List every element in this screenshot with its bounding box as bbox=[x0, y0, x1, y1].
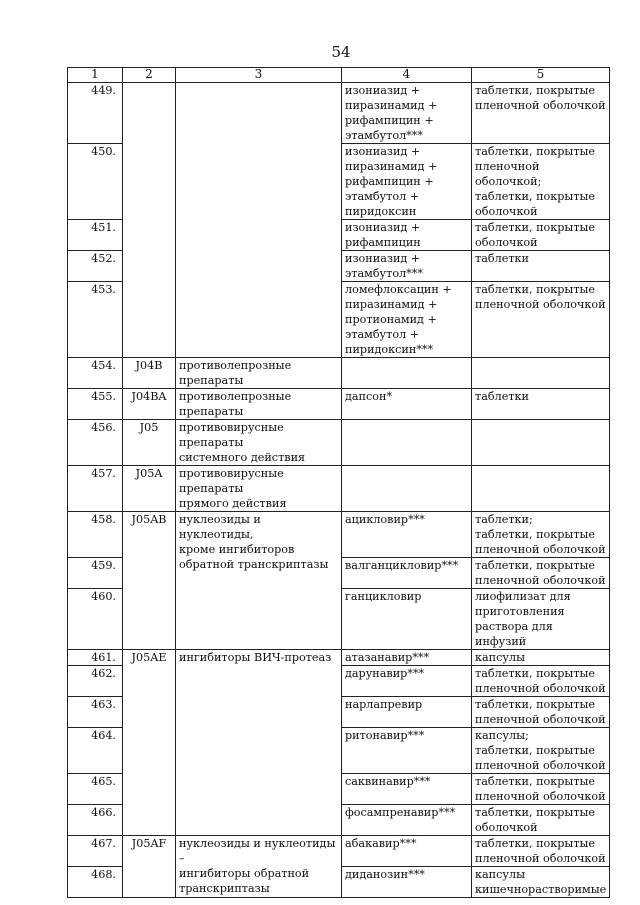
dosage-form: лиофилизат для приготовления раствора для инфузий bbox=[472, 589, 610, 650]
header-row bbox=[68, 68, 610, 83]
row-number: 464. bbox=[68, 728, 123, 774]
table-row bbox=[68, 83, 610, 144]
drug-name: фосампренавир*** bbox=[342, 805, 472, 836]
drug-name: абакавир*** bbox=[342, 836, 472, 867]
table-row bbox=[68, 650, 610, 666]
drug-name: нарлапревир bbox=[342, 697, 472, 728]
row-number: 462. bbox=[68, 666, 123, 697]
row-number: 455. bbox=[68, 389, 123, 420]
header-col-5: 5 bbox=[472, 68, 610, 83]
row-number: 460. bbox=[68, 589, 123, 650]
atc-code bbox=[123, 83, 176, 358]
drug-name: изониазид + этамбутол*** bbox=[342, 251, 472, 282]
dosage-form: таблетки, покрытые оболочкой bbox=[472, 220, 610, 251]
dosage-form: таблетки, покрытые пленочной оболочкой; таблетки, покрытые оболочкой bbox=[472, 144, 610, 220]
dosage-form: таблетки, покрытые оболочкой bbox=[472, 805, 610, 836]
drug-name: диданозин*** bbox=[342, 867, 472, 898]
dosage-form: капсулы; таблетки, покрытые пленочной оболочкой bbox=[472, 728, 610, 774]
drug-table bbox=[67, 67, 610, 898]
row-number: 454. bbox=[68, 358, 123, 389]
dosage-form: таблетки, покрытые пленочной оболочкой bbox=[472, 774, 610, 805]
table-row bbox=[68, 358, 610, 389]
drug-name: дапсон* bbox=[342, 389, 472, 420]
drug-name: ломефлоксацин + пиразинамид + протионамид + этамбутол + пиридоксин*** bbox=[342, 282, 472, 358]
dosage-form bbox=[472, 358, 610, 389]
row-number: 467. bbox=[68, 836, 123, 867]
table-row bbox=[68, 836, 610, 867]
atc-code: J05AF bbox=[123, 836, 176, 898]
atc-group: противовирусные препараты системного действия bbox=[176, 420, 342, 466]
table-row bbox=[68, 420, 610, 466]
atc-code: J05AE bbox=[123, 650, 176, 836]
atc-group: ингибиторы ВИЧ-протеаз bbox=[176, 650, 342, 836]
row-number: 451. bbox=[68, 220, 123, 251]
atc-code: J04BA bbox=[123, 389, 176, 420]
atc-code: J05AB bbox=[123, 512, 176, 650]
page-number: 54 bbox=[331, 43, 351, 61]
header-col-4: 4 bbox=[342, 68, 472, 83]
row-number: 456. bbox=[68, 420, 123, 466]
drug-name: ритонавир*** bbox=[342, 728, 472, 774]
header-col-1: 1 bbox=[68, 68, 123, 83]
dosage-form: таблетки bbox=[472, 389, 610, 420]
atc-group: нуклеозиды и нуклеотиды, кроме ингибиторов обратной транскриптазы bbox=[176, 512, 342, 650]
drug-name: изониазид + рифампицин bbox=[342, 220, 472, 251]
dosage-form: таблетки, покрытые пленочной оболочкой bbox=[472, 558, 610, 589]
atc-group: противолепрозные препараты bbox=[176, 358, 342, 389]
drug-name bbox=[342, 420, 472, 466]
row-number: 452. bbox=[68, 251, 123, 282]
atc-code: J04B bbox=[123, 358, 176, 389]
drug-name: ганцикловир bbox=[342, 589, 472, 650]
atc-code: J05A bbox=[123, 466, 176, 512]
table-row bbox=[68, 512, 610, 558]
row-number: 468. bbox=[68, 867, 123, 898]
drug-name: изониазид + пиразинамид + рифампицин + этамбутол + пиридоксин bbox=[342, 144, 472, 220]
row-number: 458. bbox=[68, 512, 123, 558]
row-number: 449. bbox=[68, 83, 123, 144]
header-col-2: 2 bbox=[123, 68, 176, 83]
dosage-form bbox=[472, 466, 610, 512]
drug-name: валганцикловир*** bbox=[342, 558, 472, 589]
drug-name: дарунавир*** bbox=[342, 666, 472, 697]
atc-group: противолепрозные препараты bbox=[176, 389, 342, 420]
header-col-3: 3 bbox=[176, 68, 342, 83]
drug-name: атазанавир*** bbox=[342, 650, 472, 666]
atc-group bbox=[176, 83, 342, 358]
atc-group: противовирусные препараты прямого действия bbox=[176, 466, 342, 512]
row-number: 457. bbox=[68, 466, 123, 512]
dosage-form: таблетки, покрытые пленочной оболочкой bbox=[472, 666, 610, 697]
row-number: 459. bbox=[68, 558, 123, 589]
dosage-form: таблетки, покрытые пленочной оболочкой bbox=[472, 282, 610, 358]
drug-name bbox=[342, 358, 472, 389]
dosage-form: капсулы bbox=[472, 650, 610, 666]
dosage-form: таблетки, покрытые пленочной оболочкой bbox=[472, 836, 610, 867]
row-number: 453. bbox=[68, 282, 123, 358]
drug-name: изониазид + пиразинамид + рифампицин + этамбутол*** bbox=[342, 83, 472, 144]
dosage-form: таблетки, покрытые пленочной оболочкой bbox=[472, 697, 610, 728]
table-row bbox=[68, 466, 610, 512]
atc-code: J05 bbox=[123, 420, 176, 466]
table-row bbox=[68, 389, 610, 420]
atc-group: нуклеозиды и нуклеотиды – ингибиторы обратной транскриптазы bbox=[176, 836, 342, 898]
drug-name bbox=[342, 466, 472, 512]
row-number: 465. bbox=[68, 774, 123, 805]
row-number: 461. bbox=[68, 650, 123, 666]
dosage-form: капсулы кишечнорастворимые bbox=[472, 867, 610, 898]
row-number: 463. bbox=[68, 697, 123, 728]
dosage-form: таблетки, покрытые пленочной оболочкой bbox=[472, 83, 610, 144]
row-number: 450. bbox=[68, 144, 123, 220]
dosage-form: таблетки bbox=[472, 251, 610, 282]
row-number: 466. bbox=[68, 805, 123, 836]
dosage-form: таблетки; таблетки, покрытые пленочной оболочкой bbox=[472, 512, 610, 558]
dosage-form bbox=[472, 420, 610, 466]
drug-name: ацикловир*** bbox=[342, 512, 472, 558]
drug-name: саквинавир*** bbox=[342, 774, 472, 805]
